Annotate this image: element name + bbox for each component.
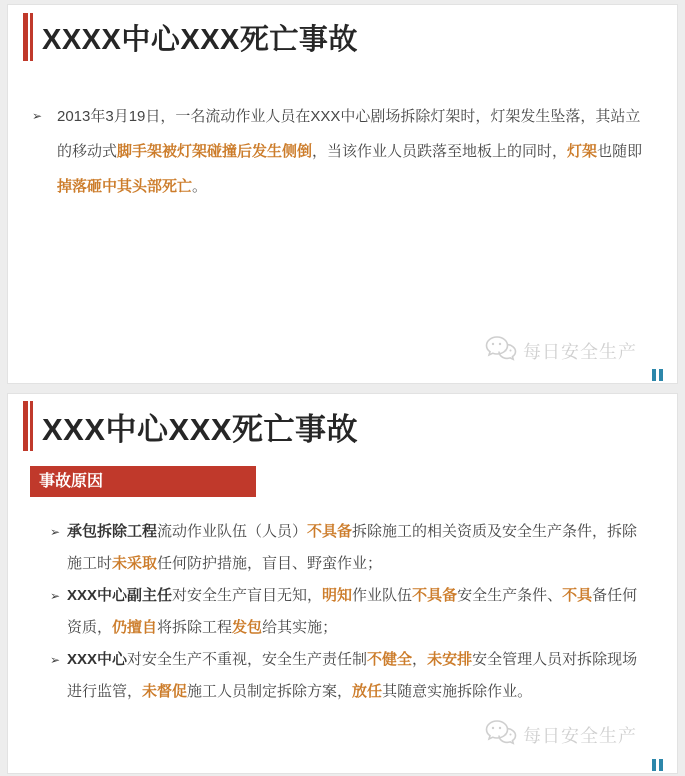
slide-2-body <box>50 516 651 708</box>
list-item <box>50 644 651 708</box>
slide-2 <box>7 393 678 774</box>
slide-2-bullet-2-text: XXX中心副主任对安全生产盲目无知，明知作业队伍不具备安全生产条件、不具备任何资质，仍擅自将拆除工程发包给其实施； <box>67 587 638 636</box>
watermark <box>484 719 637 751</box>
slide-2-bullet-3-text: XXX中心对安全生产不重视，安全生产责任制不健全，未安排安全管理人员对拆除现场进行监管，未督促施工人员制定拆除方案，放任其随意实施拆除作业。 <box>67 651 638 700</box>
bullet-arrow-icon: ➢ <box>50 525 61 539</box>
bullet-arrow-icon: ➢ <box>50 589 61 603</box>
pause-bars-icon <box>652 759 663 771</box>
watermark-text: 每日安全生产 <box>523 342 637 362</box>
slide-1-bullet-text: 2013年3月19日，一名流动作业人员在XXX中心剧场拆除灯架时，灯架发生坠落，其站立的移动式脚手架被灯架碰撞后发生侧倒，当该作业人员跌落至地板上的同时，灯架也随即掉落砸中其头部死亡。 <box>57 108 643 195</box>
list-item <box>50 580 651 644</box>
title-accent-bars <box>23 13 33 61</box>
wechat-icon <box>484 335 518 367</box>
section-banner: 事故原因 <box>30 466 256 497</box>
pause-bars-icon <box>652 369 663 381</box>
title-accent-bars <box>23 401 33 451</box>
slide-2-bullet-1-text: 承包拆除工程流动作业队伍（人员）不具备拆除施工的相关资质及安全生产条件，拆除施工时未采取任何防护措施，盲目、野蛮作业； <box>67 523 638 572</box>
slide-1-title-row <box>23 13 358 61</box>
list-item <box>32 99 649 204</box>
watermark-text: 每日安全生产 <box>523 726 637 746</box>
slide-1-title: XXXX中心XXX死亡事故 <box>42 23 358 56</box>
watermark <box>484 335 637 367</box>
wechat-icon <box>484 719 518 751</box>
slide-2-title: XXX中心XXX死亡事故 <box>42 411 359 447</box>
slide-1 <box>7 4 678 384</box>
slide-1-body <box>32 99 649 204</box>
slide-2-title-row <box>23 401 358 451</box>
list-item <box>50 516 651 580</box>
bullet-arrow-icon: ➢ <box>32 109 43 123</box>
bullet-arrow-icon: ➢ <box>50 653 61 667</box>
